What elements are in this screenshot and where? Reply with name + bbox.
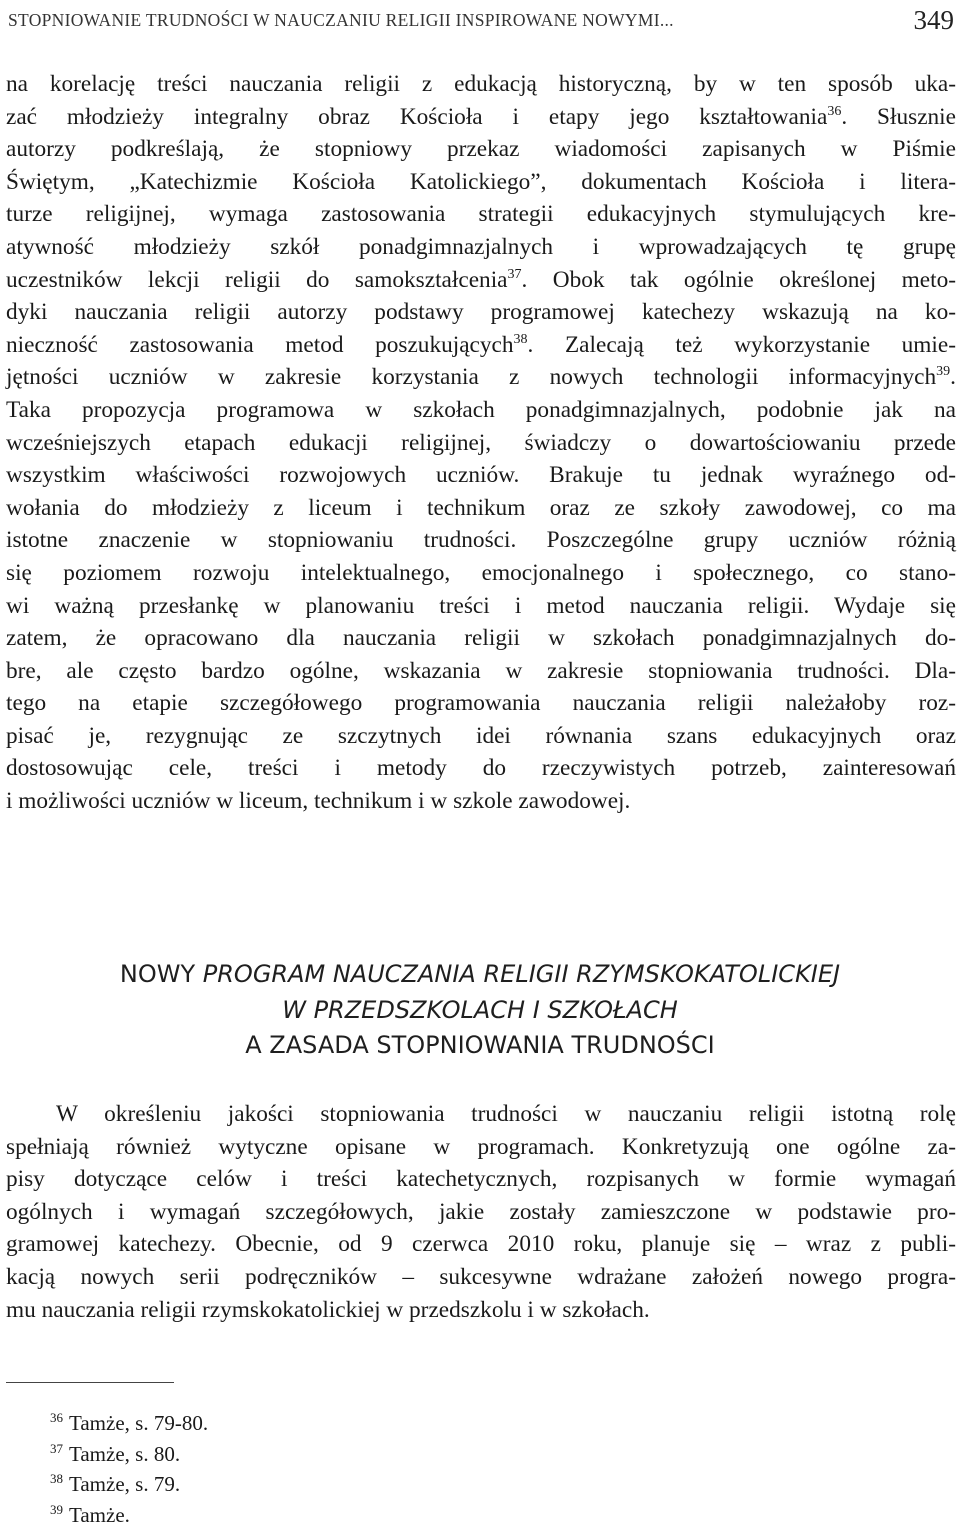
footnote-text: Tamże, s. 79-80.	[69, 1411, 208, 1435]
text-line: kacją nowych serii podręczników – sukcesywne wdrażane założeń nowego progra-	[6, 1261, 956, 1294]
text-run: uczestników lekcji religii do samokształcenia	[6, 267, 508, 293]
text-line: dyki nauczania religii autorzy podstawy programowej katechezy wskazują na ko-	[6, 296, 956, 329]
footnote-text: Tamże, s. 80.	[69, 1442, 180, 1466]
text-line	[6, 101, 956, 134]
text-run: .	[950, 364, 956, 390]
footnote-39	[50, 1500, 208, 1530]
text-line: autorzy podkreślają, że stopniowy przekaz wiadomości zapisanych w Piśmie	[6, 133, 956, 166]
text-line: pisać je, rezygnując ze szczytnych idei równania szans edukacyjnych oraz	[6, 720, 956, 753]
footnote-36	[50, 1408, 208, 1439]
text-line: tego na etapie szczegółowego programowania nauczania religii należałoby roz-	[6, 687, 956, 720]
text-line: i możliwości uczniów w liceum, technikum i w szkole zawodowej.	[6, 785, 956, 818]
text-run: nieczność zastosowania metod poszukujących	[6, 332, 514, 358]
running-title: STOPNIOWANIE TRUDNOŚCI W NAUCZANIU RELIGII INSPIROWANE NOWYMI...	[8, 10, 674, 31]
section-heading	[0, 957, 960, 1064]
footnote-number: 37	[50, 1441, 63, 1456]
text-line: istotne znaczenie w stopniowaniu trudności. Poszczególne grupy uczniów różnią	[6, 524, 956, 557]
text-run: . Zalecają też wykorzystanie umie-	[528, 332, 956, 358]
footnote-37	[50, 1439, 208, 1470]
paragraph-1	[6, 68, 956, 818]
footnote-text: Tamże, s. 79.	[69, 1472, 180, 1496]
footnote-ref-38: 38	[514, 332, 528, 347]
heading-line: A ZASADA STOPNIOWANIA TRUDNOŚCI	[0, 1028, 960, 1064]
footnote-divider	[6, 1382, 174, 1383]
footnote-ref-36: 36	[827, 104, 841, 119]
paragraph-2	[6, 1098, 956, 1326]
text-run: . Słusznie	[841, 104, 956, 130]
footnote-number: 36	[50, 1410, 63, 1425]
text-line: gramowej katechezy. Obecnie, od 9 czerwca 2010 roku, planuje się – wraz z publi-	[6, 1228, 956, 1261]
text-run: jętności uczniów w zakresie korzystania z nowych technologii informacyjnych	[6, 364, 936, 390]
text-line: bre, ale często bardzo ogólne, wskazania w zakresie stopniowania trudności. Dla-	[6, 655, 956, 688]
text-line: na korelację treści nauczania religii z edukacją historyczną, by w ten sposób uka-	[6, 68, 956, 101]
footnote-number: 38	[50, 1471, 63, 1486]
text-line	[6, 329, 956, 362]
text-line: Taka propozycja programowa w szkołach ponadgimnazjalnych, podobnie jak na	[6, 394, 956, 427]
text-line	[6, 361, 956, 394]
text-line: zatem, że opracowano dla nauczania religii w szkołach ponadgimnazjalnych do-	[6, 622, 956, 655]
heading-line: W PRZEDSZKOLACH I SZKOŁACH	[0, 993, 960, 1029]
text-line: wcześniejszych etapach edukacji religijnej, świadczy o dowartościowaniu przede	[6, 427, 956, 460]
footnote-ref-37: 37	[508, 267, 522, 282]
heading-run: NOWY	[120, 960, 203, 988]
text-line: się poziomem rozwoju intelektualnego, emocjonalnego i społecznego, co stano-	[6, 557, 956, 590]
text-line: ogólnych i wymagań szczegółowych, jakie zostały zamieszczone w podstawie pro-	[6, 1196, 956, 1229]
text-line	[6, 264, 956, 297]
text-line: turze religijnej, wymaga zastosowania strategii edukacyjnych stymulujących kre-	[6, 198, 956, 231]
text-run: . Obok tak ogólnie określonej meto-	[522, 267, 956, 293]
text-line: pisy dotyczące celów i treści katechetycznych, rozpisanych w formie wymagań	[6, 1163, 956, 1196]
running-header	[8, 0, 954, 40]
footnote-38	[50, 1469, 208, 1500]
footnote-number: 39	[50, 1502, 63, 1517]
text-line: atywność młodzieży szkół ponadgimnazjalnych i wprowadzających tę grupę	[6, 231, 956, 264]
text-run: zać młodzieży integralny obraz Kościoła i etapy jego kształtowania	[6, 104, 827, 130]
heading-line	[0, 957, 960, 993]
text-line: spełniają również wytyczne opisane w programach. Konkretyzują one ogólne za-	[6, 1131, 956, 1164]
text-line: wszystkim właściwości rozwojowych uczniów. Brakuje tu jednak wyraźnego od-	[6, 459, 956, 492]
text-line: mu nauczania religii rzymskokatolickiej w przedszkolu i w szkołach.	[6, 1294, 956, 1327]
footnote-ref-39: 39	[936, 364, 950, 379]
text-line: wi ważną przesłankę w planowaniu treści i metod nauczania religii. Wydaje się	[6, 590, 956, 623]
footnotes	[50, 1408, 208, 1530]
text-line: Świętym, „Katechizmie Kościoła Katolickiego”, dokumentach Kościoła i litera-	[6, 166, 956, 199]
footnote-text: Tamże.	[69, 1503, 130, 1527]
text-line: dostosowując cele, treści i metody do rzeczywistych potrzeb, zainteresowań	[6, 752, 956, 785]
page-number: 349	[914, 5, 955, 36]
text-line: W określeniu jakości stopniowania trudności w nauczaniu religii istotną rolę	[6, 1098, 956, 1131]
text-line: wołania do młodzieży z liceum i technikum oraz ze szkoły zawodowej, co ma	[6, 492, 956, 525]
heading-run-italic: PROGRAM NAUCZANIA RELIGII RZYMSKOKATOLICKIEJ	[203, 960, 840, 988]
